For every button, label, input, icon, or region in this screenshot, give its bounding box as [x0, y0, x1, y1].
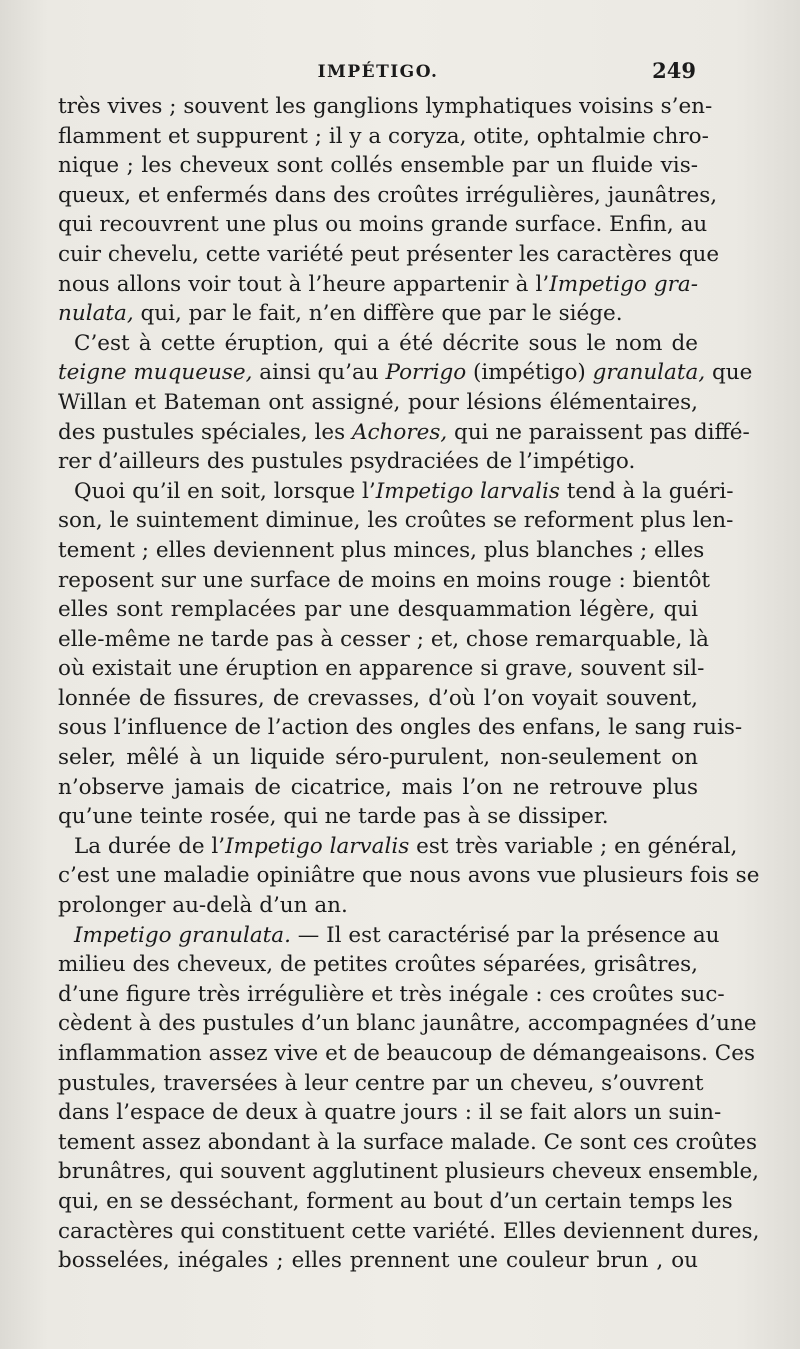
- text-line: [58, 743, 698, 773]
- text-span: son, le suintement diminue, les croûtes se reforment plus len-: [58, 508, 734, 534]
- text-span: bosselées, inégales ; elles prennent une couleur brun , ou: [58, 1248, 698, 1274]
- text-line: [58, 891, 698, 921]
- text-line: [58, 684, 698, 714]
- text-span: brunâtres, qui souvent agglutinent plusieurs cheveux ensemble,: [58, 1159, 760, 1185]
- body-text: [58, 92, 760, 1276]
- italic-text: Impetigo granulata.: [74, 922, 291, 948]
- text-line: [58, 832, 738, 862]
- text-span: qui, par le fait, n’en diffère que par le siége.: [133, 301, 623, 327]
- text-line: [58, 595, 698, 625]
- text-line: [58, 1128, 758, 1158]
- text-line: [58, 270, 698, 300]
- running-head: IMPÉTIGO.: [317, 62, 439, 82]
- text-span: ainsi qu’au: [252, 360, 386, 386]
- text-span: elle-même ne tarde pas à cesser ; et, chose remarquable, là: [58, 626, 709, 652]
- text-span: où existait une éruption en apparence si grave, souvent sil-: [58, 656, 705, 682]
- text-span: — Il est caractérisé par la présence au: [290, 922, 720, 948]
- text-span: nous allons voir tout à l’heure appartenir à l’: [58, 271, 550, 297]
- italic-text: Impetigo gra-: [549, 271, 698, 297]
- text-span: n’observe jamais de cicatrice, mais l’on ne retrouve plus: [58, 774, 698, 800]
- text-line: [58, 181, 718, 211]
- italic-text: Impetigo larvalis: [375, 478, 560, 504]
- text-span: reposent sur une surface de moins en moins rouge : bientôt: [58, 567, 711, 593]
- text-line: [58, 773, 698, 803]
- page-header: [60, 58, 696, 86]
- text-line: [58, 1069, 704, 1099]
- text-line: [58, 980, 725, 1010]
- italic-text: granulata,: [592, 360, 706, 386]
- text-span: milieu des cheveux, de petites croûtes séparées, grisâtres,: [58, 952, 698, 978]
- text-span: seler, mêlé à un liquide séro-purulent, non-seulement on: [58, 745, 698, 771]
- text-line: [58, 1187, 733, 1217]
- text-span: rer d’ailleurs des pustules psydraciées de l’impétigo.: [58, 449, 636, 475]
- text-line: [58, 802, 698, 832]
- italic-text: nulata,: [58, 301, 134, 327]
- text-span: des pustules spéciales, les: [58, 419, 352, 445]
- text-line: [58, 1246, 698, 1276]
- text-line: [58, 713, 743, 743]
- text-span: cèdent à des pustules d’un blanc jaunâtre, accompagnées d’une: [58, 1011, 757, 1037]
- text-span: qui, en se desséchant, forment au bout d’un certain temps les: [58, 1188, 733, 1214]
- text-span: très vives ; souvent les ganglions lymphatiques voisins s’en-: [58, 94, 713, 119]
- text-span: prolonger au-delà d’un an.: [58, 893, 348, 919]
- text-line: [58, 299, 698, 329]
- text-line: [58, 240, 720, 270]
- text-span: Quoi qu’il en soit, lorsque l’: [74, 478, 376, 504]
- text-span: inflammation assez vive et de beaucoup de démangeaisons. Ces: [58, 1041, 755, 1066]
- text-line: [58, 566, 711, 596]
- text-line: [58, 1009, 757, 1039]
- text-span: Willan et Bateman ont assigné, pour lésions élémentaires,: [58, 389, 698, 415]
- text-span: tement assez abondant à la surface malade. Ce sont ces croûtes: [58, 1129, 758, 1155]
- text-span: flamment et suppurent ; il y a coryza, otite, ophtalmie chro-: [58, 123, 709, 149]
- text-line: [58, 1098, 722, 1128]
- text-line: [58, 1039, 755, 1069]
- text-line: [58, 861, 760, 891]
- text-line: [58, 1157, 760, 1187]
- italic-text: Impetigo larvalis: [225, 833, 410, 859]
- text-span: La durée de l’: [74, 833, 226, 859]
- text-line: [58, 358, 753, 388]
- text-span: est très variable ; en général,: [409, 833, 738, 859]
- page-number: 249: [652, 58, 696, 83]
- text-span: sous l’influence de l’action des ongles des enfans, le sang ruis-: [58, 715, 743, 741]
- italic-text: Porrigo: [385, 360, 467, 386]
- text-line: [58, 151, 698, 181]
- italic-text: Achores,: [351, 419, 448, 445]
- text-line: [58, 536, 705, 566]
- text-line: [58, 506, 734, 536]
- text-span: qui ne paraissent pas diffé-: [447, 419, 750, 445]
- text-line: [58, 654, 705, 684]
- text-span: cuir chevelu, cette variété peut présenter les caractères que: [58, 241, 720, 267]
- text-span: lonnée de fissures, de crevasses, d’où l’on voyait souvent,: [58, 685, 698, 711]
- text-span: c’est une maladie opiniâtre que nous avons vue plusieurs fois se: [58, 863, 760, 889]
- text-line: [58, 388, 698, 418]
- text-line: [58, 1217, 760, 1247]
- text-span: queux, et enfermés dans des croûtes irrégulières, jaunâtres,: [58, 182, 718, 208]
- text-line: [58, 210, 708, 240]
- text-span: elles sont remplacées par une desquammation légère, qui: [58, 597, 698, 623]
- text-line: [58, 447, 698, 477]
- text-line: [58, 921, 720, 951]
- text-line: [58, 625, 709, 655]
- text-span: que: [705, 360, 753, 386]
- text-span: C’est à cette éruption, qui a été décrite sous le nom de: [74, 330, 698, 356]
- text-span: (impétigo): [466, 360, 593, 386]
- text-line: [58, 92, 713, 122]
- text-span: tement ; elles deviennent plus minces, plus blanches ; elles: [58, 537, 705, 563]
- italic-text: teigne muqueuse,: [58, 360, 253, 386]
- text-span: tend à la guéri-: [559, 478, 734, 504]
- text-line: [58, 477, 734, 507]
- text-line: [58, 418, 750, 448]
- text-span: caractères qui constituent cette variété. Elles deviennent dures,: [58, 1218, 760, 1244]
- text-span: d’une figure très irrégulière et très inégale : ces croûtes suc-: [58, 981, 725, 1007]
- text-span: qui recouvrent une plus ou moins grande surface. Enfin, au: [58, 212, 708, 238]
- text-span: pustules, traversées à leur centre par un cheveu, s’ouvrent: [58, 1070, 704, 1096]
- text-span: nique ; les cheveux sont collés ensemble par un fluide vis-: [58, 153, 698, 179]
- text-line: [58, 122, 709, 152]
- text-span: dans l’espace de deux à quatre jours : il se fait alors un suin-: [58, 1100, 722, 1126]
- text-span: qu’une teinte rosée, qui ne tarde pas à se dissiper.: [58, 804, 609, 830]
- text-line: [58, 950, 698, 980]
- text-line: [58, 329, 698, 359]
